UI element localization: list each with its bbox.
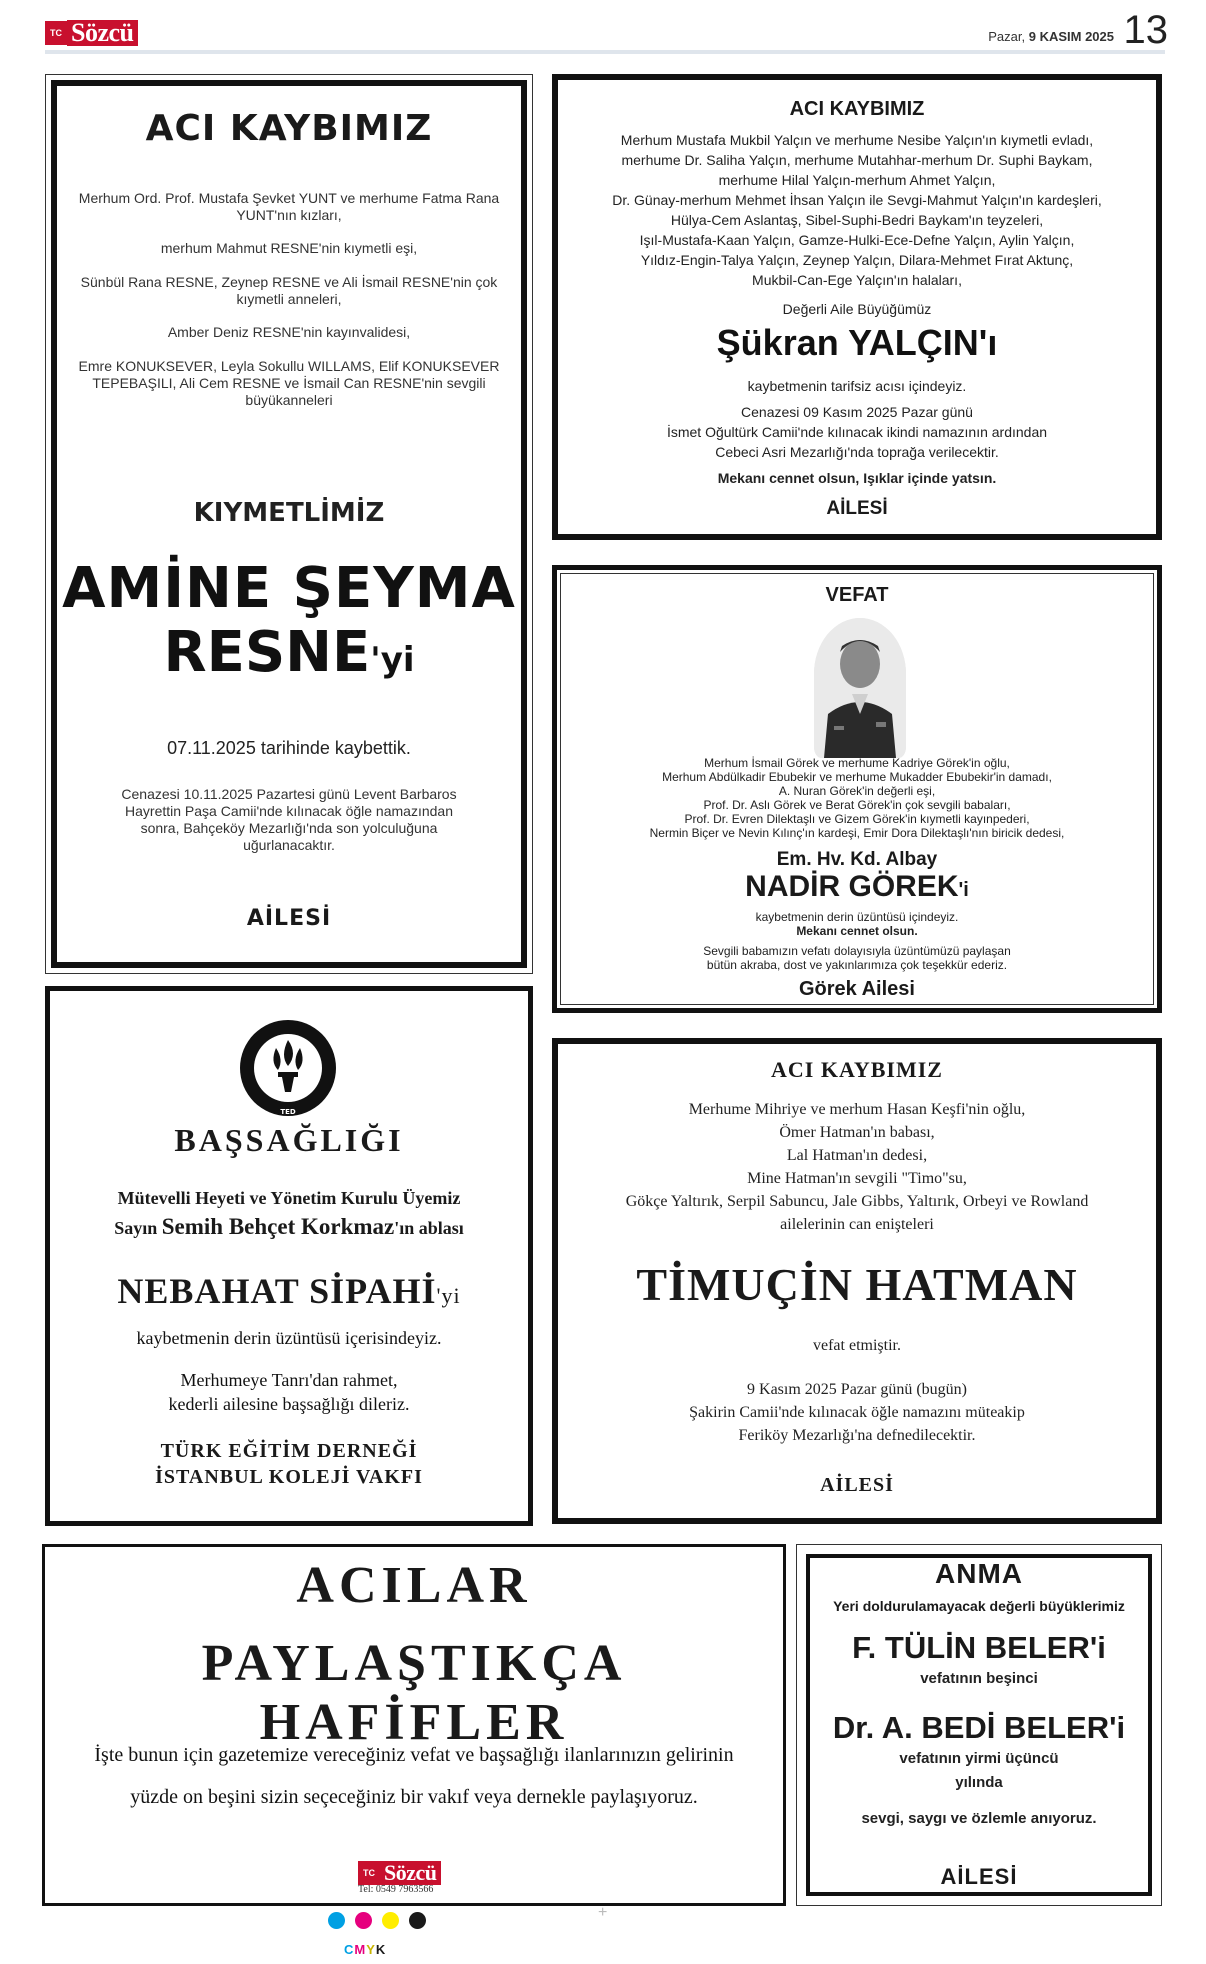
ad-gorek-rank: Em. Hv. Kd. Albay (776, 849, 938, 870)
issue-date-value: 9 KASIM 2025 (1028, 29, 1114, 44)
ad-resne-family: AİLESİ (246, 906, 332, 931)
sozcu-logo[interactable] (45, 18, 138, 48)
ad-yalcin-line: Merhum Mustafa Mukbil Yalçın ve merhume Nesibe Yalçın'ın kıymetli evladı, (620, 132, 1094, 148)
ad-beler-note2: vefatının yirmi üçüncü (899, 1750, 1059, 1767)
ad-beler-note1: vefatının beşinci (920, 1670, 1038, 1687)
promo-title-line1: ACILAR (296, 1557, 532, 1614)
page-number: 13 (1123, 8, 1168, 52)
ad-gorek-title: VEFAT (825, 584, 889, 606)
ad-resne-lost-date: 07.11.2025 tarihinde kaybettik. (167, 738, 411, 758)
magenta-dot (355, 1912, 372, 1929)
promo-logo-mark: TC (358, 1861, 380, 1885)
ad-beler-remember: sevgi, saygı ve özlemle anıyoruz. (861, 1810, 1097, 1827)
ad-sipahi-wish: kederli ailesine başsağlığı dileriz. (168, 1394, 410, 1414)
portrait-photo (814, 618, 906, 758)
ad-hatman-line: Ömer Hatman'ın babası, (779, 1124, 935, 1141)
ad-gorek-line: Prof. Dr. Evren Dilektaşlı ve Gizem Görek'in kıymetli kayınpederi, (684, 812, 1030, 826)
ad-gorek-suffix: 'i (958, 879, 969, 901)
ad-yalcin-family: AİLESİ (826, 498, 888, 519)
ad-sipahi-honorific: Sayın (114, 1218, 158, 1238)
ad-hatman-line: Lal Hatman'ın dedesi, (786, 1147, 928, 1164)
ad-resne-name-line1: AMİNE ŞEYMA (62, 556, 516, 621)
ad-yalcin-line: Mukbil-Can-Ege Yalçın'ın halaları, (752, 272, 962, 288)
ad-yalcin-elder: Değerli Aile Büyüğümüz (782, 301, 932, 317)
ad-sipahi-title: BAŞSAĞLIĞI (174, 1122, 404, 1158)
ad-yalcin-line: Dr. Günay-merhum Mehmet İhsan Yalçın ile Sevgi-Mahmut Yalçın'ın kardeşleri, (612, 192, 1102, 208)
ad-resne-funeral: Cenazesi 10.11.2025 Pazartesi günü Levent Barbaros Hayrettin Paşa Camii'nde kılınacak öğle namazından sonra, Bahçeköy Mezarlığı'nda son yolculuğuna uğurlanacaktır. (121, 786, 457, 853)
ad-sipahi-member-suffix: 'ın ablası (394, 1218, 464, 1238)
ad-sipahi-board-line: Mütevelli Heyeti ve Yönetim Kurulu Üyemiz (117, 1188, 461, 1208)
promo-title-line2: PAYLAŞTIKÇA HAFİFLER (201, 1635, 627, 1751)
ad-yalcin-prayer: Mekanı cennet olsun, Işıklar içinde yatsın. (717, 470, 997, 486)
ad-hatman-funeral: Feriköy Mezarlığı'na defnedilecektir. (738, 1427, 976, 1444)
crop-mark: + (598, 1904, 608, 1921)
ad-gorek-thanks: bütün akraba, dost ve yakınlarımıza çok teşekkür ederiz. (706, 958, 1008, 972)
ad-sipahi-org: İSTANBUL KOLEJİ VAKFI (155, 1466, 423, 1488)
logo-text: Sözcü (67, 20, 138, 46)
ad-yalcin-funeral: İsmet Oğultürk Camii'nde kılınacak ikindi namazının ardından (666, 424, 1048, 440)
ad-yalcin-line: Işıl-Mustafa-Kaan Yalçın, Gamze-Hulki-Ece-Defne Yalçın, Aylin Yalçın, (639, 232, 1075, 248)
promo-logo-text: Sözcü (380, 1861, 441, 1885)
black-dot (409, 1912, 426, 1929)
ad-gorek-line: Nermin Biçer ve Nevin Kılınç'ın kardeşi, Emir Dora Dilektaşlı'nın biricik dedesi, (649, 826, 1065, 840)
logo-mark: TC (45, 21, 67, 45)
ad-beler-title: ANMA (935, 1558, 1023, 1589)
svg-text:TED: TED (280, 1108, 296, 1116)
ad-sipahi-name (45, 1270, 533, 1312)
ad-hatman-passed: vefat etmiştir. (813, 1337, 901, 1354)
ad-gorek-name-text: NADİR GÖREK (745, 870, 959, 903)
ad-sipahi-suffix: 'yi (436, 1283, 461, 1308)
ad-yalcin-grief: kaybetmenin tarifsiz acısı içindeyiz. (747, 378, 967, 394)
ad-beler-name2: Dr. A. BEDİ BELER'i (832, 1710, 1126, 1745)
ad-gorek-name (552, 870, 1162, 904)
issue-day: Pazar, (988, 29, 1026, 44)
ad-beler-name1: F. TÜLİN BELER'i (852, 1630, 1106, 1665)
ad-hatman-line: Mine Hatman'ın sevgili "Timo"su, (747, 1170, 967, 1187)
ad-yalcin-funeral: Cenazesi 09 Kasım 2025 Pazar günü (741, 404, 973, 420)
ad-yalcin-name: Şükran YALÇIN'ı (716, 322, 998, 363)
ad-yalcin-line: merhume Hilal Yalçın-merhum Ahmet Yalçın, (718, 172, 996, 188)
ad-sipahi-wish: Merhumeye Tanrı'dan rahmet, (180, 1370, 398, 1390)
ad-gorek-line: A. Nuran Görek'in değerli eşi, (778, 784, 936, 798)
ad-yalcin-line: merhume Dr. Saliha Yalçın, merhume Mutahhar-merhum Dr. Suphi Baykam, (621, 152, 1093, 168)
cmyk-label: CMYK (344, 1942, 387, 1957)
ad-yalcin-title: ACI KAYBIMIZ (789, 98, 925, 120)
ad-hatman-name: TİMUÇİN HATMAN (636, 1259, 1078, 1310)
ad-gorek-thanks: Sevgili babamızın vefatı dolayısıyla üzüntümüzü paylaşan (703, 944, 1011, 958)
promo-phone: Tel: 0549 7963566 (358, 1884, 434, 1895)
ad-resne-title: ACI KAYBIMIZ (145, 108, 433, 149)
ad-beler-family: AİLESİ (940, 1864, 1018, 1889)
ad-resne-suffix: 'yi (370, 640, 415, 680)
ad-resne-name-line2 (51, 620, 527, 685)
ad-gorek-family: Görek Ailesi (799, 978, 915, 1000)
ad-resne-surname: RESNE (163, 620, 371, 685)
ted-emblem-icon (238, 1018, 338, 1118)
ad-sipahi-grief: kaybetmenin derin üzüntüsü içerisindeyiz. (136, 1328, 442, 1348)
ad-resne-line: Sünbül Rana RESNE, Zeynep RESNE ve Ali İsmail RESNE'nin çok kıymetli anneleri, (80, 274, 498, 307)
promo-text: yüzde on beşini sizin seçeceğiniz bir vakıf veya dernekle paylaşıyoruz. (130, 1786, 698, 1808)
ad-gorek-line: Merhum İsmail Görek ve merhume Kadriye Görek'in oğlu, (704, 756, 1010, 770)
ad-gorek-grief: kaybetmenin derin üzüntüsü içindeyiz. (755, 910, 959, 924)
ad-gorek-line: Merhum Abdülkadir Ebubekir ve merhume Mukadder Ebubekir'in damadı, (662, 770, 1052, 784)
ad-sipahi-member-line (45, 1214, 533, 1240)
promo-text: İşte bunun için gazetemize vereceğiniz vefat ve başsağlığı ilanlarınızın gelirinin (94, 1744, 734, 1766)
ad-resne-line: Amber Deniz RESNE'nin kayınvalidesi, (167, 324, 411, 340)
cmyk-registration-dots (328, 1912, 426, 1929)
ad-beler-subtitle: Yeri doldurulamayacak değerli büyüklerimiz (833, 1598, 1125, 1614)
ad-hatman-line: Gökçe Yaltırık, Serpil Sabuncu, Jale Gibbs, Yaltırık, Orbeyi ve Rowland (625, 1193, 1089, 1210)
ad-beler-note2: yılında (955, 1774, 1003, 1791)
ad-resne-line: Emre KONUKSEVER, Leyla Sokullu WILLAMS, Elif KONUKSEVER TEPEBAŞILI, Ali Cem RESNE ve İsmail Can RESNE'nin sevgili büyükanneleri (78, 358, 500, 408)
ad-resne-subtitle: KIYMETLİMİZ (193, 498, 385, 528)
ad-sipahi-org: TÜRK EĞİTİM DERNEĞİ (160, 1440, 418, 1462)
cyan-dot (328, 1912, 345, 1929)
ad-gorek-line: Prof. Dr. Aslı Görek ve Berat Görek'in çok sevgili babaları, (703, 798, 1011, 812)
ad-resne-line: merhum Mahmut RESNE'nin kıymetli eşi, (160, 240, 418, 256)
ad-yalcin-line: Hülya-Cem Aslantaş, Sibel-Suphi-Bedri Baykam'ın teyzeleri, (670, 212, 1044, 228)
ad-yalcin-funeral: Cebeci Asri Mezarlığı'nda toprağa verilecektir. (715, 444, 999, 460)
ad-hatman-title: ACI KAYBIMIZ (771, 1057, 943, 1082)
ad-resne-line: Merhum Ord. Prof. Mustafa Şevket YUNT ve merhume Fatma Rana YUNT'nın kızları, (78, 190, 500, 223)
ad-yalcin-line: Yıldız-Engin-Talya Yalçın, Zeynep Yalçın, Dilara-Mehmet Fırat Aktunç, (640, 252, 1074, 268)
ad-hatman-funeral: Şakirin Camii'nde kılınacak öğle namazını müteakip (689, 1404, 1025, 1421)
ad-gorek-prayer: Mekanı cennet olsun. (796, 924, 918, 938)
ad-sipahi-name-text: NEBAHAT SİPAHİ (117, 1271, 437, 1311)
issue-date (988, 29, 1114, 44)
ad-hatman-line: Merhume Mihriye ve merhum Hasan Keşfi'nin oğlu, (688, 1101, 1026, 1118)
ad-hatman-family: AİLESİ (820, 1474, 894, 1496)
ad-hatman-funeral: 9 Kasım 2025 Pazar günü (bugün) (747, 1381, 967, 1398)
ad-hatman-line: ailelerinin can enişteleri (780, 1216, 934, 1233)
ad-sipahi-member-name: Semih Behçet Korkmaz (161, 1214, 395, 1239)
yellow-dot (382, 1912, 399, 1929)
